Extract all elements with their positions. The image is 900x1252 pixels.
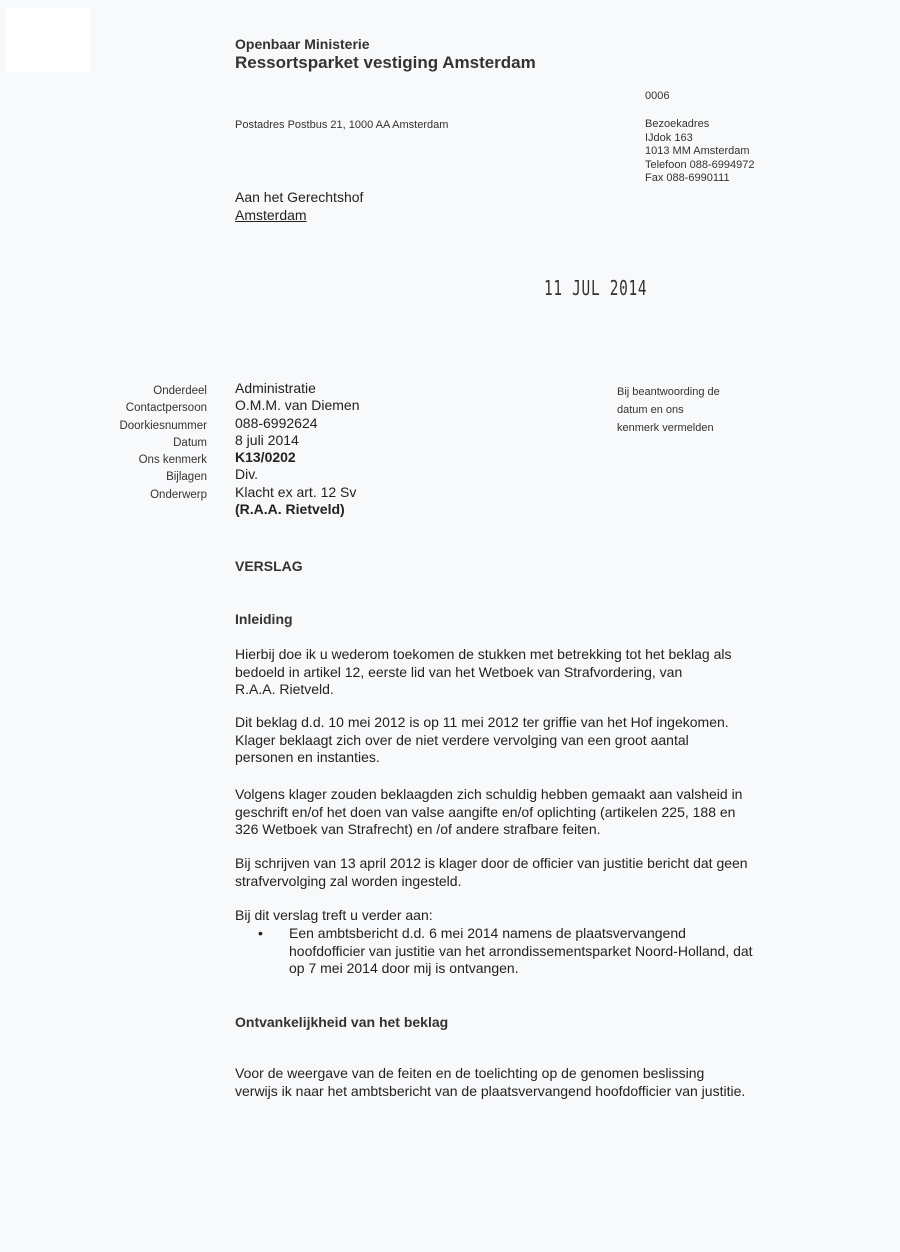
- meta-labels: [100, 383, 207, 504]
- meta-label: Contactpersoon: [125, 402, 207, 415]
- visit-address-line: Bezoekadres: [645, 118, 710, 130]
- meta-value-reference: K13/0202: [235, 449, 296, 466]
- addressee-line: Aan het Gerechtshof: [235, 189, 364, 205]
- bullet-line: hoofdofficier van justitie van het arrondissementsparket Noord-Holland, dat: [289, 942, 753, 959]
- visit-address: [645, 118, 754, 186]
- bullet-line: op 7 mei 2014 door mij is ontvangen.: [289, 960, 519, 976]
- paragraph-line: verwijs ik naar het ambtsbericht van de plaatsvervangend hoofdofficier van justitie.: [235, 1082, 746, 1099]
- paragraph-line: Klager beklaagt zich over de niet verdere vervolging van een groot aantal: [235, 731, 689, 748]
- received-date-stamp: 11 JUL 2014: [544, 276, 648, 300]
- paragraph-line: 326 Wetboek van Strafrecht) en /of andere strafbare feiten.: [235, 821, 601, 837]
- section-heading-ontvankelijkheid: Ontvankelijkheid van het beklag: [235, 1014, 449, 1030]
- meta-value-contact: O.M.M. van Diemen: [235, 397, 360, 414]
- paragraph-line: Hierbij doe ik u wederom toekomen de stukken met betrekking tot het beklag als: [235, 646, 732, 662]
- document-title: VERSLAG: [235, 558, 303, 574]
- paragraph-line: bedoeld in artikel 12, eerste lid van het Wetboek van Strafvordering, van: [235, 663, 683, 680]
- visit-address-line: IJdok 163: [645, 131, 693, 144]
- meta-label: Onderdeel: [153, 385, 207, 397]
- org-name: Openbaar Ministerie: [235, 36, 370, 52]
- meta-label: Datum: [173, 436, 207, 449]
- visit-address-line: Fax 088-6990111: [645, 172, 730, 184]
- bullet-line: Een ambtsbericht d.d. 6 mei 2014 namens de plaatsvervangend: [289, 925, 686, 941]
- meta-values: [235, 380, 359, 518]
- bullet-icon: •: [258, 925, 263, 941]
- bullet-list: [258, 925, 818, 981]
- meta-label: Ons kenmerk: [138, 454, 207, 467]
- meta-value-department: Administratie: [235, 380, 316, 396]
- reply-note: [617, 383, 720, 437]
- paragraph-5-intro: [235, 907, 815, 925]
- meta-label: Onderwerp: [150, 488, 207, 501]
- meta-label: Doorkiesnummer: [119, 419, 207, 432]
- section-heading-inleiding: Inleiding: [235, 611, 293, 627]
- paragraph-line: Bij dit verslag treft u verder aan:: [235, 907, 433, 923]
- document-number: 0006: [645, 90, 670, 102]
- meta-value-subject-name: (R.A.A. Rietveld): [235, 501, 345, 518]
- paragraph-line: personen en instanties.: [235, 749, 380, 765]
- paragraph-line: Volgens klager zouden beklaagden zich schuldig hebben gemaakt aan valsheid in: [235, 786, 743, 802]
- paragraph-line: Voor de weergave van de feiten en de toelichting op de genomen beslissing: [235, 1065, 705, 1081]
- addressee: [235, 188, 363, 224]
- paragraph-1: [235, 646, 815, 699]
- paragraph-3: [235, 786, 815, 839]
- meta-value-date: 8 juli 2014: [235, 431, 299, 448]
- paragraph-line: strafvervolging zal worden ingesteld.: [235, 872, 462, 889]
- paragraph-line: Bij schrijven van 13 april 2012 is klager door de officier van justitie bericht dat geen: [235, 855, 748, 871]
- meta-label: Bijlagen: [166, 471, 207, 484]
- paragraph-2: [235, 714, 815, 767]
- visit-address-line: Telefoon 088-6994972: [645, 158, 755, 171]
- reply-note-line: Bij beantwoording de: [617, 386, 720, 398]
- addressee-city: Amsterdam: [235, 207, 307, 223]
- meta-value-phone: 088-6992624: [235, 414, 318, 431]
- paragraph-4: [235, 855, 815, 890]
- reply-note-line: datum en ons: [617, 404, 684, 416]
- visit-address-line: 1013 MM Amsterdam: [645, 145, 750, 157]
- bullet-item: [289, 925, 753, 978]
- paragraph-line: geschrift en/of het doen van valse aangifte en/of oplichting (artikelen 225, 188 en: [235, 803, 736, 820]
- paragraph-6: [235, 1065, 815, 1100]
- postal-address: Postadres Postbus 21, 1000 AA Amsterdam: [235, 119, 449, 131]
- logo-placeholder: [6, 8, 90, 72]
- org-subname: Ressortsparket vestiging Amsterdam: [235, 53, 536, 72]
- meta-value-subject: Klacht ex art. 12 Sv: [235, 483, 357, 500]
- meta-value-attachments: Div.: [235, 466, 259, 483]
- paragraph-line: Dit beklag d.d. 10 mei 2012 is op 11 mei 2012 ter griffie van het Hof ingekomen.: [235, 714, 729, 730]
- reply-note-line: kenmerk vermelden: [617, 422, 714, 434]
- paragraph-line: R.A.A. Rietveld.: [235, 681, 334, 697]
